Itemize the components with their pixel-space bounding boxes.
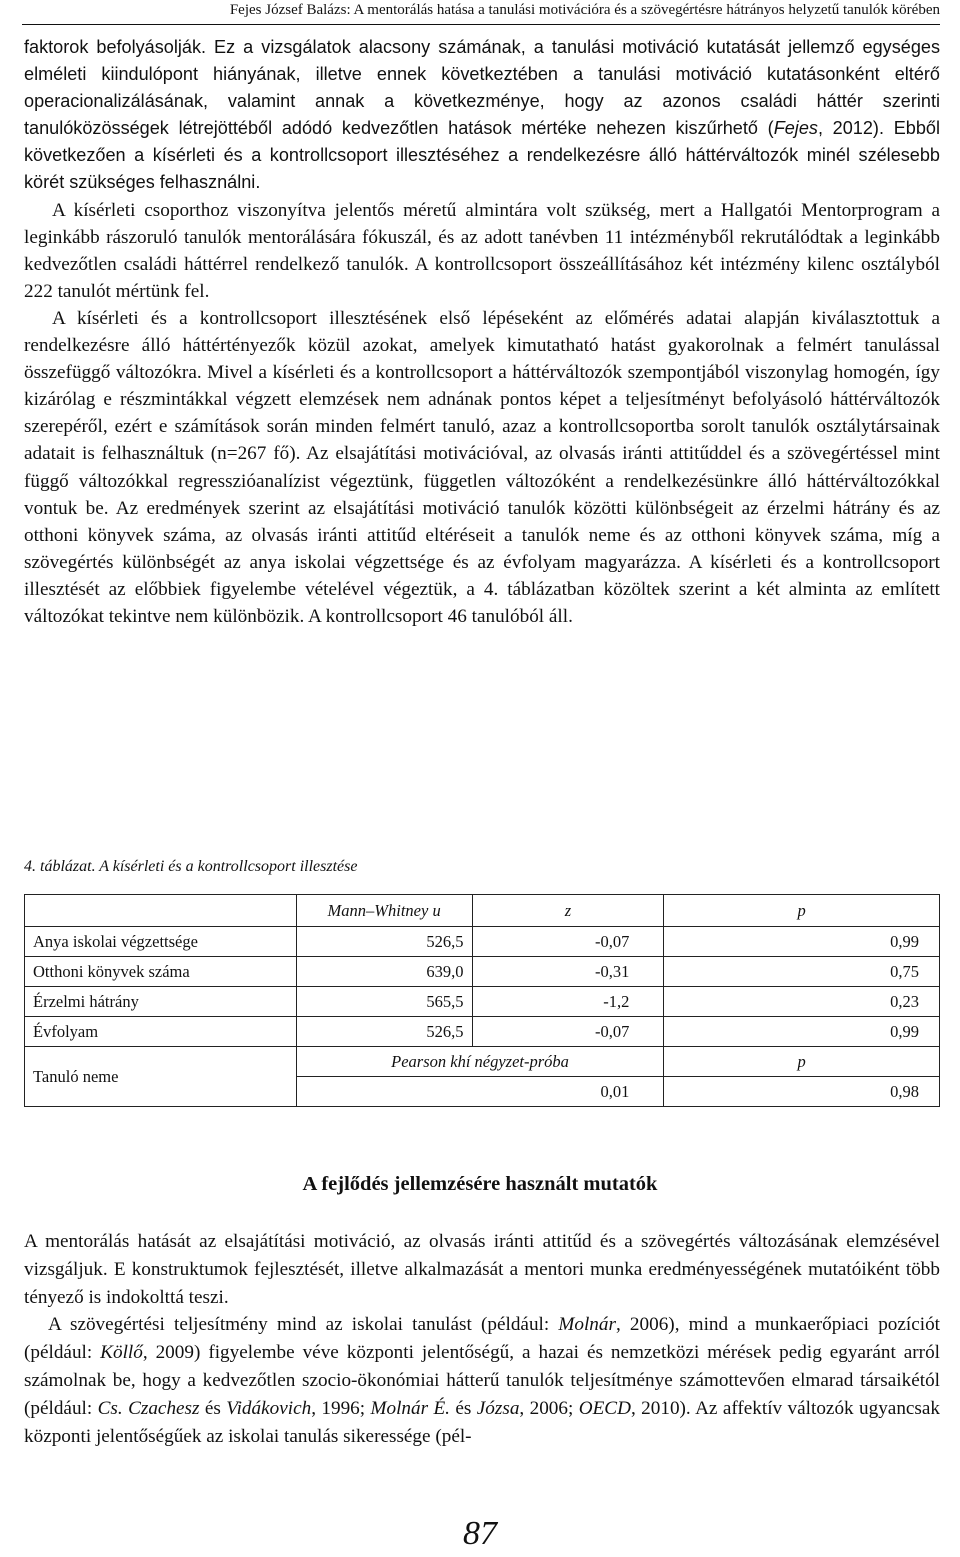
citation: Fejes	[773, 118, 818, 139]
citation: Köllő	[100, 1342, 143, 1364]
table-row: Érzelmi hátrány 565,5 -1,2 0,23	[25, 987, 940, 1017]
pearson-test-header: Pearson khí négyzet-próba	[296, 1047, 664, 1077]
gender-p-value: 0,98	[664, 1077, 940, 1107]
matching-table	[24, 894, 940, 1107]
section-heading: A fejlődés jellemzésére használt mutatók	[302, 1173, 658, 1195]
paragraph-1: faktorok befolyásolják. Ez a vizsgálatok alacsony számának, a tanulási motiváció kutatását jellemző egységes elméleti kiindulópont hiányának, illetve ennek következtében a tanulási motiváció kutatásonként eltérő operacionalizálásának, valamint annak a következménye, hogy az azonos családi háttér szerinti tanulóközösségek létrejöttéből adódó kedvezőtlen hatások mértéke nehezen kiszűrhető (Fejes, 2012). Ebből következően a kísérleti és a kontrollcsoport illesztéséhez a rendelkezésre álló háttérváltozók minél szélesebb körét szükséges felhasználni.	[24, 37, 940, 193]
citation: Molnár É.	[370, 1397, 450, 1419]
table-header-row	[25, 895, 940, 927]
running-header: Fejes József Balázs: A mentorálás hatása a tanulási motivációra és a szövegértésre hátrányos helyzetű tanulók körében	[22, 0, 940, 25]
table-row: Anya iskolai végzettsége 526,5 -0,07 0,99	[25, 927, 940, 957]
citation: OECD	[578, 1397, 631, 1419]
citation: Molnár	[558, 1314, 616, 1336]
section-text	[24, 1228, 940, 1450]
citation: Józsa	[476, 1397, 520, 1419]
paragraph-3: A kísérleti és a kontrollcsoport illesztésének első lépéseként az előmérés adatai alapján kiválasztottuk a rendelkezésre álló háttértényezők közül azokat, amelyek kimutatható hatást gyakorolnak a felmért tanulással összefüggő változókra. Mivel a kísérleti és a kontrollcsoport a háttérváltozók szempontjából viszonylag homogén, így kizárólag e részmintákkal végzett elemzések nem adnának pontos képet a teljesítményt befolyásoló háttérváltozók szerepéről, ezért e számítások során minden felmért tanuló, azaz a kontrollcsoportba sorolt tanulók osztálytársainak adatait is felhasználtuk (n=267 fő). Az elsajátítási motivációval, az olvasás iránti attitűddel és a szövegértéssel mint függő változókkal regresszióanalízist végeztünk, független változóként a rendelkezésünkre álló háttérváltozókkal vontuk be. Az eredmények szerint az elsajátítási motiváció tanulók közötti különbségeit az érzelmi hátrány és az otthoni könyvek száma, az olvasás iránti attitűd eltéréseit a tanulók neme és az otthoni könyvek száma, míg a szövegértés különbségét az anya iskolai végzettsége és az évfolyam magyarázza. A kísérleti és a kontrollcsoport illesztését az előbbiek figyelembe vételével végeztük, a 4. táblázatban közöltek szerint a két alminta az említett változókat tekintve nem különbözik. A kontrollcsoport 46 tanulóból áll.	[24, 307, 940, 627]
paragraph-2: A kísérleti csoporthoz viszonyítva jelentős méretű almintára volt szükség, mert a Hallgatói Mentorprogram a leginkább rászoruló tanulók mentorálására fókuszál, és az adott tanévben 11 intézményből rekrutálódtak a leginkább kedvezőtlen családi háttérrel rendelkező tanulók. A kontrollcsoport összeállításához két intézmény kilenc osztályból 222 tanulót mértünk fel.	[24, 199, 940, 302]
body-text	[24, 34, 940, 630]
citation: Vidákovich	[226, 1397, 312, 1419]
header-cell-z: z	[472, 895, 664, 927]
table-row: Otthoni könyvek száma 639,0 -0,31 0,75	[25, 957, 940, 987]
table-row: Évfolyam 526,5 -0,07 0,99	[25, 1017, 940, 1047]
gender-p-header: p	[664, 1047, 940, 1077]
header-cell-empty	[25, 895, 297, 927]
header-cell-u: Mann–Whitney u	[296, 895, 472, 927]
section-paragraph-1: A mentorálás hatását az elsajátítási motiváció, az olvasás iránti attitűd és a szövegértés változásának elemzésével vizsgáljuk. E konstruktumok fejlesztését, illetve alkalmazását a mentori munka eredményességének mutatóiként több tényező is indokolttá teszi.	[24, 1231, 940, 1308]
table-row-gender-subheader	[25, 1047, 940, 1077]
gender-chi-value: 0,01	[296, 1077, 664, 1107]
gender-label: Tanuló neme	[25, 1047, 297, 1107]
table-caption: 4. táblázat. A kísérleti és a kontrollcsoport illesztése	[24, 858, 358, 875]
section-paragraph-2: A szövegértési teljesítmény mind az iskolai tanulást (például: Molnár, 2006), mind a munkaerőpiaci pozíciót (például: Köllő, 2009) figyelembe véve központi jelentőségű, a hazai és nemzetközi mérések pedig egyaránt arról számolnak be, hogy a kedvezőtlen szocio-ökonómiai hátterű tanulók teljesítménye számottevően elmarad társaikétól (például: Cs. Czachesz és Vidákovich, 1996; Molnár É. és Józsa, 2006; OECD, 2010). Az affektív változók ugyancsak központi jelentőségűek az iskolai tanulás sikeressége (pél-	[24, 1314, 941, 1447]
header-cell-p: p	[664, 895, 940, 927]
citation: Cs. Czachesz	[97, 1397, 200, 1419]
page-number: 87	[463, 1515, 497, 1552]
